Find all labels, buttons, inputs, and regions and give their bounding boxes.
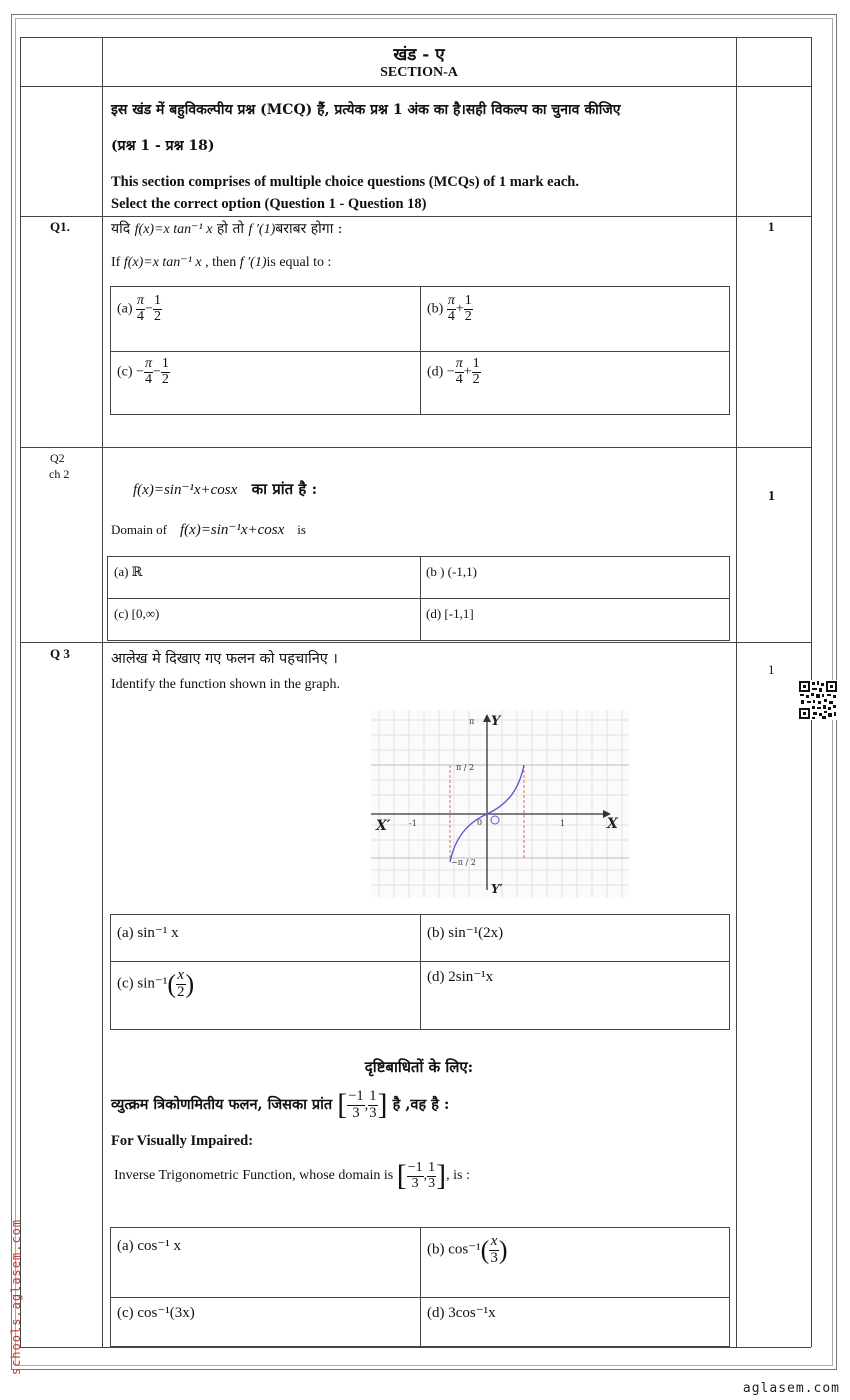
vi-question-hindi: व्युत्क्रम त्रिकोणमितीय फलन, जिसका प्रांत [ $\frac{-1}{3}$ , $\frac{1}{3}$ ] है ,वह है : [111, 1088, 450, 1121]
vi-heading-hindi: दृष्टिबाधितों के लिए: [364, 1058, 474, 1076]
q2-text-english: Domain of f(x)=sin⁻¹x+cosx is [111, 522, 306, 538]
q1-marks: 1 [768, 219, 775, 234]
q2-text-hindi: f(x)=sin⁻¹x+cosx का प्रांत है : [133, 480, 318, 498]
vi-options-table [110, 1227, 730, 1347]
instruction-english-line2: Select the correct option (Question 1 - Question 18) [111, 196, 427, 212]
q1-option-b[interactable]: (b) $\frac{\pi}{4}$ + $\frac{1}{2}$ [427, 293, 472, 324]
graph-label-x-neg: X′ [376, 818, 391, 834]
q1-option-c[interactable]: (c) − $\frac{\pi}{4}$ − $\frac{1}{2}$ [117, 356, 169, 387]
q3-marks: 1 [768, 662, 775, 677]
section-title-hindi: खंड - ए [393, 45, 445, 65]
q3-text-english: Identify the function shown in the graph. [111, 677, 341, 692]
graph-label-one: 1 [560, 819, 566, 828]
vi-question-english: Inverse Trigonometric Function, whose domain is [ $\frac{-1}{3}$ , $\frac{1}{3}$ ], is : [114, 1159, 470, 1192]
q3-number: Q 3 [50, 646, 70, 661]
graph-label-y-neg: Y′ [491, 882, 503, 896]
watermark-side: schools.aglasem.com [9, 1218, 24, 1376]
graph-label-neg-one: -1 [409, 819, 417, 828]
vi-option-c[interactable]: (c) cos⁻¹(3x) [117, 1305, 195, 1321]
footer-site-name[interactable]: aglasem.com [742, 1381, 840, 1396]
graph-label-pi: π [469, 717, 475, 726]
q3-option-d[interactable]: (d) 2sin⁻¹x [427, 969, 494, 985]
instruction-hindi-line2: (प्रश्न 1 - प्रश्न 18) [111, 138, 215, 154]
q3-text-hindi: आलेख मे दिखाए गए फलन को पहचानिए । [111, 651, 338, 667]
q2-marks: 1 [768, 489, 775, 504]
q2-options-table [107, 556, 730, 641]
q3-options-table [110, 914, 730, 1030]
vi-option-d[interactable]: (d) 3cos⁻¹x [427, 1305, 496, 1321]
instruction-hindi-line1: इस खंड में बहुविकल्पीय प्रश्न (MCQ) हैं, प्रत्येक प्रश्न 1 अंक का है।सही विकल्प का चुनाव कीजिए [111, 102, 621, 118]
vi-heading-english: For Visually Impaired: [111, 1133, 254, 1149]
q2-option-a[interactable]: (a) ℝ [114, 564, 143, 579]
q2-number: Q2 [50, 451, 65, 465]
q2-option-d[interactable]: (d) [-1,1] [426, 606, 474, 621]
vi-option-b[interactable]: (b) cos⁻¹( $\frac{x}{3}$ ) [427, 1233, 508, 1266]
q3-option-c[interactable]: (c) sin⁻¹( $\frac{x}{2}$ ) [117, 967, 195, 1000]
q1-text-english: If f(x)=x tan⁻¹ x , then f ′(1)is equal to : [111, 255, 332, 270]
graph-label-x: X [607, 816, 618, 832]
q3-option-b[interactable]: (b) sin⁻¹(2x) [427, 925, 504, 941]
vi-option-a[interactable]: (a) cos⁻¹ x [117, 1238, 182, 1254]
q2-option-c[interactable]: (c) [0,∞) [114, 606, 160, 621]
q1-option-d[interactable]: (d) − $\frac{\pi}{4}$ + $\frac{1}{2}$ [427, 356, 480, 387]
q1-options-table [110, 286, 730, 415]
q1-number: Q1. [50, 219, 70, 234]
qr-code-icon[interactable] [798, 680, 838, 720]
q3-function-graph [371, 710, 629, 898]
q2-chapter: ch 2 [49, 467, 70, 481]
graph-label-pi-half: π / 2 [456, 763, 475, 772]
graph-label-zero: 0 [477, 818, 483, 827]
q1-option-a[interactable]: (a) $\frac{\pi}{4}$ − $\frac{1}{2}$ [117, 293, 161, 324]
q1-text-hindi: यदि f(x)=x tan⁻¹ x हो तो f ′(1)बराबर होगा : [111, 221, 343, 237]
graph-label-neg-pi-half: −π / 2 [451, 858, 476, 867]
instruction-english-line1: This section comprises of multiple choice questions (MCQs) of 1 mark each. [111, 174, 579, 190]
q3-option-a[interactable]: (a) sin⁻¹ x [117, 925, 179, 941]
section-title-english: SECTION-A [380, 65, 458, 80]
q2-option-b[interactable]: (b ) (-1,1) [426, 564, 477, 579]
graph-label-y: Y [491, 714, 501, 729]
